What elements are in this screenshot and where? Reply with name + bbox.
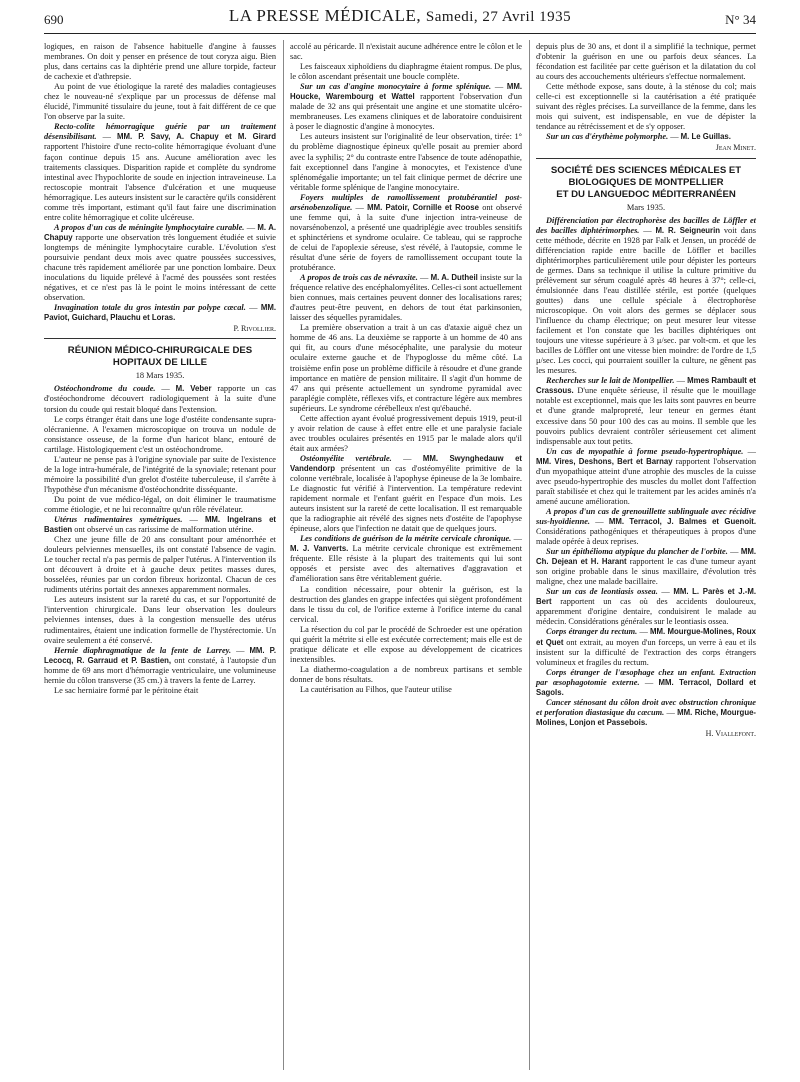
paragraph: Les auteurs insistent sur l'originalité de leur observation, tirée: 1° du problème diagnostique épineux qu'elle posait au premier abord avec la syphilis; 2° du contraste entre l'absence de toute adénopathie, fait exceptionnel dans l'angine à monocytes, et l'existence d'une splénomégalie importante; un tel fait clinique permet de décrire une véritable forme splénique de l'angine monocytaire. bbox=[290, 132, 522, 192]
abstract-title: Utérus rudimentaires symétriques. bbox=[54, 515, 183, 525]
section-title: SOCIÉTÉ DES SCIENCES MÉDICALES ET BIOLOGIQUES DE MONTPELLIER bbox=[550, 164, 742, 188]
abstract-body: D'une enquête sérieuse, il résulte que le mouillage notable est exceptionnel, mais que les laits sont pauvres en beurre et d'une grande malpropreté, leur teneur en germes étant excessive dans 50 pour 100 des cas au moins. Il semble que les pouvoirs publics devraient contrôler sérieusement cet aliment indispensable aux tout petits. bbox=[536, 386, 756, 446]
abstract: Différenciation par électrophorèse des bacilles de Löffler et des bacilles diphtérimorphes. — M. R. Seigneurin voit dans cette méthode, décrite en 1928 par Falk et Jensen, un procédé de différenciation rapide entre bacille de Löffler et bacilles diphtérimorphes particulièrement utile pour dépister les porteurs de germes. Dans sa technique il utilise la culture primitive du prélèvement sur sérum coagulé après 48 heures à 37°; celle-ci, émulsionnée dans l'eau distillée stérile, est portée (quelques gouttes) dans une cellule spéciale à électrophorèse microscopique. On voit alors des germes se déplacer sous l'influence du champ électrique; on peut mesurer leur vitesse facilement et l'on constate que les bacilles diphtériques ont toujours une vitesse supérieure à 3 μ/sec. par volt-cm. et que les bacilles de Löffler ont une vitesse bien moindre: de l'ordre de 1,5 μ/sec. Les cocci, qui pourraient souiller la culture, ne gênent pas les mesures. bbox=[536, 215, 756, 376]
section-divider bbox=[44, 338, 276, 339]
abstract: Utérus rudimentaires symétriques. — MM. Ingelrans et Bastien ont observé un cas rarissime de malformation utérine. bbox=[44, 515, 277, 535]
abstract-body: voit dans cette méthode, décrite en 1928 par Falk et Jensen, un procédé de différenciation rapide entre bacille de Löffler et bacilles diphtérimorphes particulièrement utile pour dépister les porteurs de germes. Dans sa technique il utilise la culture primitive du prélèvement sur sérum coagulé après 48 heures à 37°; celle-ci, émulsionnée dans l'eau distillée stérile, est portée (quelques gouttes) dans une cellule spéciale à électrophorèse microscopique. On voit alors des germes se déplacer sous l'influence du champ électrique; on peut mesurer leur vitesse facilement et l'on constate que les bacilles diphtériques ont toujours une vitesse supérieure à 3 μ/sec. par volt-cm. et que les bacilles de Löffler ont une vitesse bien moindre: de l'ordre de 1,5 μ/sec. Les cocci, qui pourraient souiller la culture, ne gênent pas les mesures. bbox=[536, 225, 756, 376]
abstract-title: A propos d'un cas de méningite lymphocytaire curable. bbox=[54, 222, 245, 232]
paragraph: Le sac herniaire formé par le péritoine était bbox=[54, 685, 199, 695]
signature: H. Viallefont. bbox=[705, 728, 756, 738]
abstract-title: Cancer sténosant du côlon droit avec obstruction chronique et perforation diastasique du cæcum. bbox=[536, 697, 756, 717]
column-3 bbox=[536, 42, 756, 741]
header-rule bbox=[44, 33, 756, 34]
section-title: RÉUNION MÉDICO-CHIRURGICALE DES HOPITAUX DE LILLE bbox=[67, 345, 253, 369]
column-divider bbox=[283, 40, 284, 1070]
abstract: Sur un épithélioma atypique du plancher de l'orbite. — MM. Ch. Dejean et H. Harant rapportent le cas d'une tumeur ayant son origine probable dans le sinus maxillaire, d'évolution très maligne, chez une malade bacillaire. bbox=[536, 547, 756, 587]
abstract-authors: MM. Patoir, Cornille et Roose bbox=[367, 202, 479, 212]
paragraph: Du point de vue médico-légal, on doit éliminer le traumatisme comme étiologie, et ne lui reconnaître qu'un rôle révélateur. bbox=[44, 494, 276, 514]
paragraph: La condition nécessaire, pour obtenir la guérison, est la destruction des glandes en grappe infectées qui siègent profondément dans le tissu du col, de l'orifice externe à l'orifice interne du canal cervical. bbox=[290, 584, 522, 624]
abstract-body: Considérations pathogéniques et thérapeutiques à propos d'une malade opérée à deux reprises. bbox=[536, 527, 756, 547]
paragraph: La résection du col par le procédé de Schroeder est une opération qui guérit la métrite si elle est exécutée correctement; mais elle est de pratique délicate et elle expose au développement de cicatrices inextensibles. bbox=[290, 624, 522, 664]
abstract: A propos d'un cas de grenouillette sublinguale avec récidive sus-hyoïdienne. — MM. Terracol, J. Balmes et Guenoit. Considérations pathogéniques et thérapeutiques à propos d'une malade opérée à deux reprises. bbox=[536, 506, 757, 547]
section-divider bbox=[536, 158, 756, 159]
abstract-title: Les conditions de guérison de la métrite cervicale chronique. bbox=[300, 534, 512, 544]
paragraph: logiques, en raison de l'absence habituelle d'angine à fausses membranes. On doit y penser en présence de tout coryza aigu. Bien plus, dans certains cas la diphtérie prend une allure torpide, facteur de cachexie et d'athrepsie. bbox=[44, 42, 276, 82]
abstract: A propos de trois cas de névraxite. — M. A. Dutheil insiste sur la fréquence relative des encéphalomyélites. Celles-ci sont actuellement bien connues, mais certaines peuvent donner des localisations rares; d'autres peut-être peuvent, en dehors de tout état parkinsonien, laisser des séquelles pyramidales. bbox=[290, 273, 522, 323]
abstract-body: ont observé une femme qui, à la suite d'une injection intra-veineuse de novarsénobenzol, a présenté une quadriplégie avec troubles sensitifs et sphinctériens et syndrome oculaire. Ce tableau, qui se rapproche de celui de l'apoplexie séreuse, s'est révélé, à l'autopsie, comme le résultat d'une série de foyers de ramollissement occupant toute la protubérance. bbox=[290, 202, 522, 273]
abstract-title: Recherches sur le lait de Montpellier. bbox=[546, 376, 675, 386]
abstract-body: rapportent l'observation d'un myopathique atteint d'une atrophie des muscles de la cuisse avec pseudo-hypertrophie des muscles du mollet dont l'affection paraît stabilisée et chez qui le traitement par les acides aminés n'a amené aucune amélioration. bbox=[536, 456, 756, 506]
issue-number: N° 34 bbox=[725, 12, 756, 27]
abstract-authors: M. R. Seigneurin bbox=[655, 225, 721, 235]
abstract-title: Hernie diaphragmatique de la fente de Larrey. bbox=[54, 645, 232, 655]
abstract-body: La métrite cervicale chronique est extrêmement fréquente. Elle résiste à la plupart des traitements qui lui sont opposés et persiste avec des alternatives d'aggravation et d'amélioration sans être véritablement guérie. bbox=[290, 544, 523, 584]
abstract: A propos d'un cas de méningite lymphocytaire curable. — M. A. Chapuy rapporte une observation très longuement étudiée et suivie longtemps de méningite lymphocytaire curable. L'évolution s'est poursuivie pendant deux mois avec quatre poussées successives, chacune très rapidement améliorée par une ponction lombaire. Deux inoculations du liquide prélevé à l'acmé des poussées sont restées négatives, et ce n'est pas là le point le moins intéressant de cette observation. bbox=[44, 222, 277, 303]
abstract: Un cas de myopathie à forme pseudo-hypertrophique. — MM. Vires, Deshons, Bert et Barnay rapportent l'observation d'un myopathique atteint d'une atrophie des muscles de la cuisse avec pseudo-hypertrophie des muscles du mollet dont l'affection paraît stabilisée et chez qui le traitement par les acides aminés n'a amené aucune amélioration. bbox=[536, 446, 756, 506]
abstract: Recto-colite hémorragique guérie par un traitement désensibilisant. — MM. P. Savy, A. Chapuy et M. Girard rapportent l'histoire d'une recto-colite hémorragique évoluant d'une façon continue depuis 15 ans. Aucune amélioration avec les traitements classiques. Disparition rapide et complète du syndrome intestinal avec l'hypochlorite de soude en injection intraveineuse. La rectoscopie montrait l'absence d'ulcération et une muqueuse hémorragique. Les auteurs insistent sur le caractère qu'ils considèrent comme très important, estimant qu'il faut faire une discrimination entre colite hémorragique et colite ulcéreuse. bbox=[44, 122, 276, 222]
abstract-authors: MM. L. Parès et J.-M. Bert bbox=[536, 587, 757, 607]
abstract-authors: M. Le Guillas. bbox=[680, 132, 731, 142]
paragraph: La première observation a trait à un cas d'ataxie aiguë chez un homme de 46 ans. La deuxième se rapporte à un homme de 40 ans qui fit, au cours d'une mésocéphalite, une paralysie du moteur oculaire externe gauche et de l'hypoglosse du même côté. La troisième enfin pose un problème difficile à résoudre et d'une grande importance en matière de pension militaire. Il s'agit d'un homme de 47 ans qui présente actuellement un syndrome pyramidal avec paraplégie complète, réflexes vifs, et contracture légère aux membres supérieurs. Le syndrome cérébelleux n'est qu'ébauché. bbox=[290, 323, 522, 413]
abstract-title: Différenciation par électrophorèse des bacilles de Löffler et des bacilles diphtérimorphes. bbox=[536, 215, 756, 235]
section-date: Mars 1935. bbox=[626, 202, 666, 212]
column-1 bbox=[44, 42, 276, 696]
abstract-authors: MM. Riche, Mourgue-Molines, Lonjon et Passebois. bbox=[536, 707, 757, 727]
paragraph: Les faisceaux xiphoïdiens du diaphragme étaient rompus. De plus, le côlon ascendant présentait une boucle complète. bbox=[290, 62, 522, 82]
paragraph: Chez une jeune fille de 20 ans consultant pour aménorrhée et douleurs pelviennes mensuelles, ils ont constaté l'absence de vagin. Le toucher rectal n'a pas permis de palper l'utérus. A l'intervention ils ont découvert à droite et à gauche deux petites masses dures, bosselées, réunies par un cordon fibreux horizontal. Chacun de ces rudiments utérins portait des annexes apparemment normales. bbox=[44, 535, 276, 595]
abstract: Hernie diaphragmatique de la fente de Larrey. — MM. P. Lecocq, R. Garraud et P. Bastien, ont constaté, à l'autopsie d'un homme de 69 ans mort d'hémorragie ventriculaire, une volumineuse hernie du côlon transverse (35 cm.) à travers la fente de Larrey. bbox=[44, 645, 277, 685]
section-subtitle: ET DU LANGUEDOC MÉDITERRANÉEN bbox=[556, 188, 736, 200]
paragraph: Cette affection ayant évolué progressivement depuis 1919, peut-il y avoir relation de cause à effet entre elle et une paralysie faciale avec troubles oculaires présentés en 1915 par le malade alors qu'il était aux armées? bbox=[290, 413, 522, 453]
abstract-authors: MM. P. Savy, A. Chapuy et M. Girard bbox=[116, 132, 276, 142]
abstract-authors: MM. Vires, Deshons, Bert et Barnay bbox=[536, 456, 673, 466]
abstract-body: rapporte une observation très longuement étudiée et suivie longtemps de méningite lymphocytaire curable. L'évolution s'est poursuivie pendant deux mois avec quatre poussées successives, chacune très rapidement améliorée par une ponction lombaire. Deux inoculations du liquide prélevé à l'acmé des poussées sont restées négatives, et ce n'est pas là le point le moins intéressant de cette observation. bbox=[44, 232, 277, 303]
section-date: 18 Mars 1935. bbox=[135, 371, 185, 381]
column-2 bbox=[290, 42, 522, 695]
abstract-title: Corps étranger de l'œsophage chez un enfant. Extraction par œsophagotomie externe. bbox=[536, 667, 756, 687]
abstract-authors: Mmes Rambault et Crassous. bbox=[536, 376, 757, 396]
abstract-body: ont observé un cas rarissime de malformation utérine. bbox=[74, 525, 254, 535]
abstract-title: Un cas de myopathie à forme pseudo-hypertrophique. bbox=[546, 446, 744, 456]
abstract-title: Sur un cas d'angine monocytaire à forme splénique. bbox=[300, 82, 492, 92]
abstract: Cancer sténosant du côlon droit avec obstruction chronique et perforation diastasique du cæcum. — MM. Riche, Mourgue-Molines, Lonjon et Passebois. bbox=[536, 697, 757, 727]
signature: P. Rivollier. bbox=[233, 324, 276, 334]
abstract-body: présentent un cas d'ostéomyélite primitive de la colonne vertébrale, localisée à l'apophyse épineuse de la 3e lombaire. Le diagnostic fut vérifié à l'intervention. La température redevint rapidement normale et l'enfant guérit en l'espace d'un mois. Les auteurs insistent sur la rareté de cette localisation. Il est remarquable que la radiographie ait révélé des signes nets d'ostéite de l'apophyse épineuse, alors que l'infection ne datait que de quelques jours. bbox=[290, 463, 522, 534]
journal-title: LA PRESSE MÉDICALE, bbox=[228, 6, 422, 25]
signature: Jean Minet. bbox=[715, 143, 756, 153]
abstract-authors: MM. P. Lecocq, R. Garraud et P. Bastien, bbox=[44, 645, 277, 665]
abstract-title: Recto-colite hémorragique guérie par un traitement désensibilisant. bbox=[44, 122, 276, 142]
paragraph: accolé au péricarde. Il n'existait aucune adhérence entre le côlon et le sac. bbox=[290, 42, 522, 62]
abstract: Ostéomyélite vertébrale. — MM. Swynghedauw et Vandendorp présentent un cas d'ostéomyélite primitive de la colonne vertébrale, localisée à l'apophyse épineuse de la 3e lombaire. Le diagnostic fut vérifié à l'intervention. La température redevint rapidement normale et l'enfant guérit en l'espace d'un mois. Les auteurs insistent sur la rareté de cette localisation. Il est remarquable que la radiographie ait révélé des signes nets d'ostéite de l'apophyse épineuse, alors que l'infection ne datait que de quelques jours. bbox=[290, 453, 523, 534]
paragraph: Les auteurs insistent sur la rareté du cas, et sur l'opportunité de l'intervention chirurgicale. Dans leur observation les douleurs pelviennes intenses, dues à la congestion mensuelle des utérus rudimentaires, étaient une indication formelle de l'hystérectomie. Un ovaire seulement a été conservé. bbox=[44, 595, 276, 645]
page-number: 690 bbox=[44, 12, 64, 27]
abstract-body: ont constaté, à l'autopsie d'un homme de 69 ans mort d'hémorragie ventriculaire, une volumineuse hernie du côlon transverse (35 cm.) à travers la fente de Larrey. bbox=[44, 655, 276, 685]
abstract-title: Ostéochondrome du coude. bbox=[54, 384, 156, 394]
abstract: Ostéochondrome du coude. — M. Veber rapporte un cas d'ostéochondrome découvert radiologiquement à la suite d'une torsion du coude qui restait bloqué dans l'extension. bbox=[44, 384, 277, 414]
column-divider bbox=[529, 40, 530, 1070]
abstract-authors: M. A. Chapuy bbox=[44, 222, 277, 242]
paragraph: Cette méthode expose, sans doute, à la sténose du col; mais celle-ci est exceptionnelle si la cautérisation a été pratiquée suivant des règles précises. La surveillance de la femme, dans les mois qui suivent, est indispensable, en vue de dépister la tendance au rétrécissement et de s'y opposer. bbox=[536, 82, 756, 132]
abstract-title: Invagination totale du gros intestin par polype cæcal. bbox=[54, 303, 246, 313]
paragraph: L'auteur ne pense pas à l'origine synoviale par suite de l'existence de la loge intra-humérale, de l'intégrité de la synoviale; retenant pour mémoire la possibilité d'un grelot d'ostéite tuberculeuse, il s'arrête à l'hypothèse d'un mécanisme d'ostéochondrite disséquante. bbox=[44, 454, 276, 494]
paragraph: depuis plus de 30 ans, et dont il a simplifié la technique, permet d'obtenir la guérison en une ou parfois deux séances. La fécondation est facilitée par cette guérison et la dilatation du col au cours des accouchements ultérieurs s'effectue normalement. bbox=[536, 42, 756, 82]
abstract: Sur un cas de leontiasis ossea. — MM. L. Parès et J.-M. Bert rapportent un cas où des accidents douloureux, apparemment d'origine dentaire, conduisirent le malade au médecin. Considérations générales sur le leontiasis ossea. bbox=[536, 587, 757, 627]
paragraph: Le corps étranger était dans une loge d'ostéite condensante supra-olécranienne. A l'examen microscopique on trouva un nodule de consistance osseuse, de la forme d'un haricot blanc, entouré de cartilage. Histologiquement c'est un ostéochondrome. bbox=[44, 414, 276, 454]
abstract-body: ont extrait, au moyen d'un forceps, un verre à eau et ils insistent sur la difficulté de l'extraction des corps étrangers volumineux et fragiles du rectum. bbox=[536, 637, 756, 667]
abstract-authors: MM. Paviot, Guichard, Plauchu et Loras. bbox=[44, 303, 276, 323]
paragraph: La cautérisation au Filhos, que l'auteur utilise bbox=[300, 685, 452, 694]
masthead bbox=[44, 6, 756, 26]
abstract-authors: MM. Ingelrans et Bastien bbox=[44, 515, 277, 535]
abstract-title: Ostéomyélite vertébrale. bbox=[300, 453, 392, 463]
abstract: Invagination totale du gros intestin par polype cæcal. — MM. Paviot, Guichard, Plauchu et Loras. bbox=[44, 303, 276, 323]
abstract-body: insiste sur la fréquence relative des encéphalomyélites. Celles-ci sont actuellement bien connues, mais certaines peuvent donner des localisations rares; d'autres peut-être peuvent, en dehors de tout état parkinsonien, laisser des séquelles pyramidales. bbox=[290, 273, 522, 323]
abstract-authors: MM. Swynghedauw et Vandendorp bbox=[290, 453, 523, 473]
abstract: Sur un cas d'angine monocytaire à forme splénique. — MM. Houcke, Warembourg et Wattel rapportent l'observation d'un malade de 32 ans qui présentait une angine et une stomatite ulcéro-membraneuses. Les examens cliniques et de laboratoire conduisirent à poser le diagnostic d'angine à monocytes. bbox=[290, 82, 523, 132]
abstract-body: rapportent l'histoire d'une recto-colite hémorragique évoluant d'une façon continue depuis 15 ans. Aucune amélioration avec les traitements classiques. Disparition rapide et complète du syndrome intestinal avec l'hypochlorite de soude en injection intraveineuse. La rectoscopie montrait l'absence d'ulcération et une muqueuse hémorragique. Les auteurs insistent sur le caractère qu'ils considèrent comme très important, estimant qu'il faut faire une discrimination entre colite hémorragique et colite ulcéreuse. bbox=[44, 142, 276, 222]
abstract: Corps étranger de l'œsophage chez un enfant. Extraction par œsophagotomie externe. — MM. Terracol, Dollard et Sagols. bbox=[536, 667, 756, 697]
abstract-authors: MM. Mourgue-Molines, Roux et Quet bbox=[536, 627, 756, 647]
abstract-authors: M. A. Dutheil bbox=[430, 273, 478, 283]
abstract-title: Sur un cas de leontiasis ossea. bbox=[546, 587, 658, 597]
abstract-title: Foyers multiples de ramollissement protubérantiel post-arsénobenzolique. bbox=[290, 192, 522, 212]
abstract: Recherches sur le lait de Montpellier. — Mmes Rambault et Crassous. D'une enquête sérieuse, il résulte que le mouillage notable est exceptionnel, mais que les laits sont pauvres en beurre et d'une grande malpropreté, leur teneur en germes étant excessive dans 50 pour 100 des cas au moins. Il semble que les pouvoirs publics devraient contrôler sérieusement cet aliment indispensable aux tout petits. bbox=[536, 376, 757, 446]
paragraph: La diathermo-coagulation a de nombreux partisans et semble donner de bons résultats. bbox=[290, 664, 522, 684]
abstract-title: Corps étranger du rectum. bbox=[546, 627, 638, 637]
abstract-authors: M. J. Vanverts. bbox=[290, 544, 349, 554]
issue-date: Samedi, 27 Avril 1935 bbox=[425, 9, 572, 25]
abstract-body: rapportent un cas où des accidents douloureux, apparemment d'origine dentaire, conduisirent le malade au médecin. Considérations générales sur le leontiasis ossea. bbox=[536, 597, 756, 627]
abstract-title: A propos d'un cas de grenouillette sublinguale avec récidive sus-hyoïdienne. bbox=[536, 506, 756, 526]
page-header bbox=[44, 6, 756, 32]
abstract-authors: MM. Ch. Dejean et H. Harant bbox=[536, 547, 756, 567]
abstract: Foyers multiples de ramollissement protubérantiel post-arsénobenzolique. — MM. Patoir, Cornille et Roose ont observé une femme qui, à la suite d'une injection intra-veineuse de novarsénobenzol, a présenté une quadriplégie avec troubles sensitifs et sphinctériens et syndrome oculaire. Ce tableau, qui se rapproche de celui de l'apoplexie séreuse, s'est révélé, à l'autopsie, comme le résultat d'une série de foyers de ramollissement occupant toute la protubérance. bbox=[290, 192, 522, 273]
abstract-body: rapportent l'observation d'un malade de 32 ans qui présentait une angine et une stomatite ulcéro-membraneuses. Les examens cliniques et de laboratoire conduisirent à poser le diagnostic d'angine à monocytes. bbox=[290, 92, 522, 132]
abstract-title: Sur un épithélioma atypique du plancher de l'orbite. bbox=[546, 547, 728, 557]
abstract-title: A propos de trois cas de névraxite. bbox=[300, 273, 418, 283]
abstract-body: rapportent le cas d'une tumeur ayant son origine probable dans le sinus maxillaire, d'évolution très maligne, chez une malade bacillaire. bbox=[536, 557, 756, 587]
abstract-authors: MM. Terracol, Dollard et Sagols. bbox=[536, 677, 756, 697]
abstract-body: rapporte un cas d'ostéochondrome découvert radiologiquement à la suite d'une torsion du coude qui restait bloqué dans l'extension. bbox=[44, 384, 277, 414]
abstract-authors: MM. Terracol, J. Balmes et Guenoit. bbox=[608, 516, 757, 526]
abstract: Les conditions de guérison de la métrite cervicale chronique. — M. J. Vanverts. La métrite cervicale chronique est extrêmement fréquente. Elle résiste à la plupart des traitements qui lui sont opposés et persiste avec des alternatives d'aggravation et d'amélioration sans être véritablement guérie. bbox=[290, 534, 523, 584]
abstract-authors: MM. Houcke, Warembourg et Wattel bbox=[290, 82, 523, 102]
abstract-authors: M. Veber bbox=[175, 384, 212, 394]
abstract: Sur un cas d'érythème polymorphe. — M. Le Guillas. bbox=[546, 132, 731, 142]
abstract-title: Sur un cas d'érythème polymorphe. bbox=[546, 132, 669, 142]
abstract: Corps étranger du rectum. — MM. Mourgue-Molines, Roux et Quet ont extrait, au moyen d'un forceps, un verre à eau et ils insistent sur la difficulté de l'extraction des corps étrangers volumineux et fragiles du rectum. bbox=[536, 627, 756, 667]
paragraph: Au point de vue étiologique la rareté des maladies contagieuses chez le nouveau-né s'explique par un processus de défense mal élucidé, l'immunité tissulaire du jeune, tout à fait différent de ce que l'on observe par la suite. bbox=[44, 82, 276, 122]
